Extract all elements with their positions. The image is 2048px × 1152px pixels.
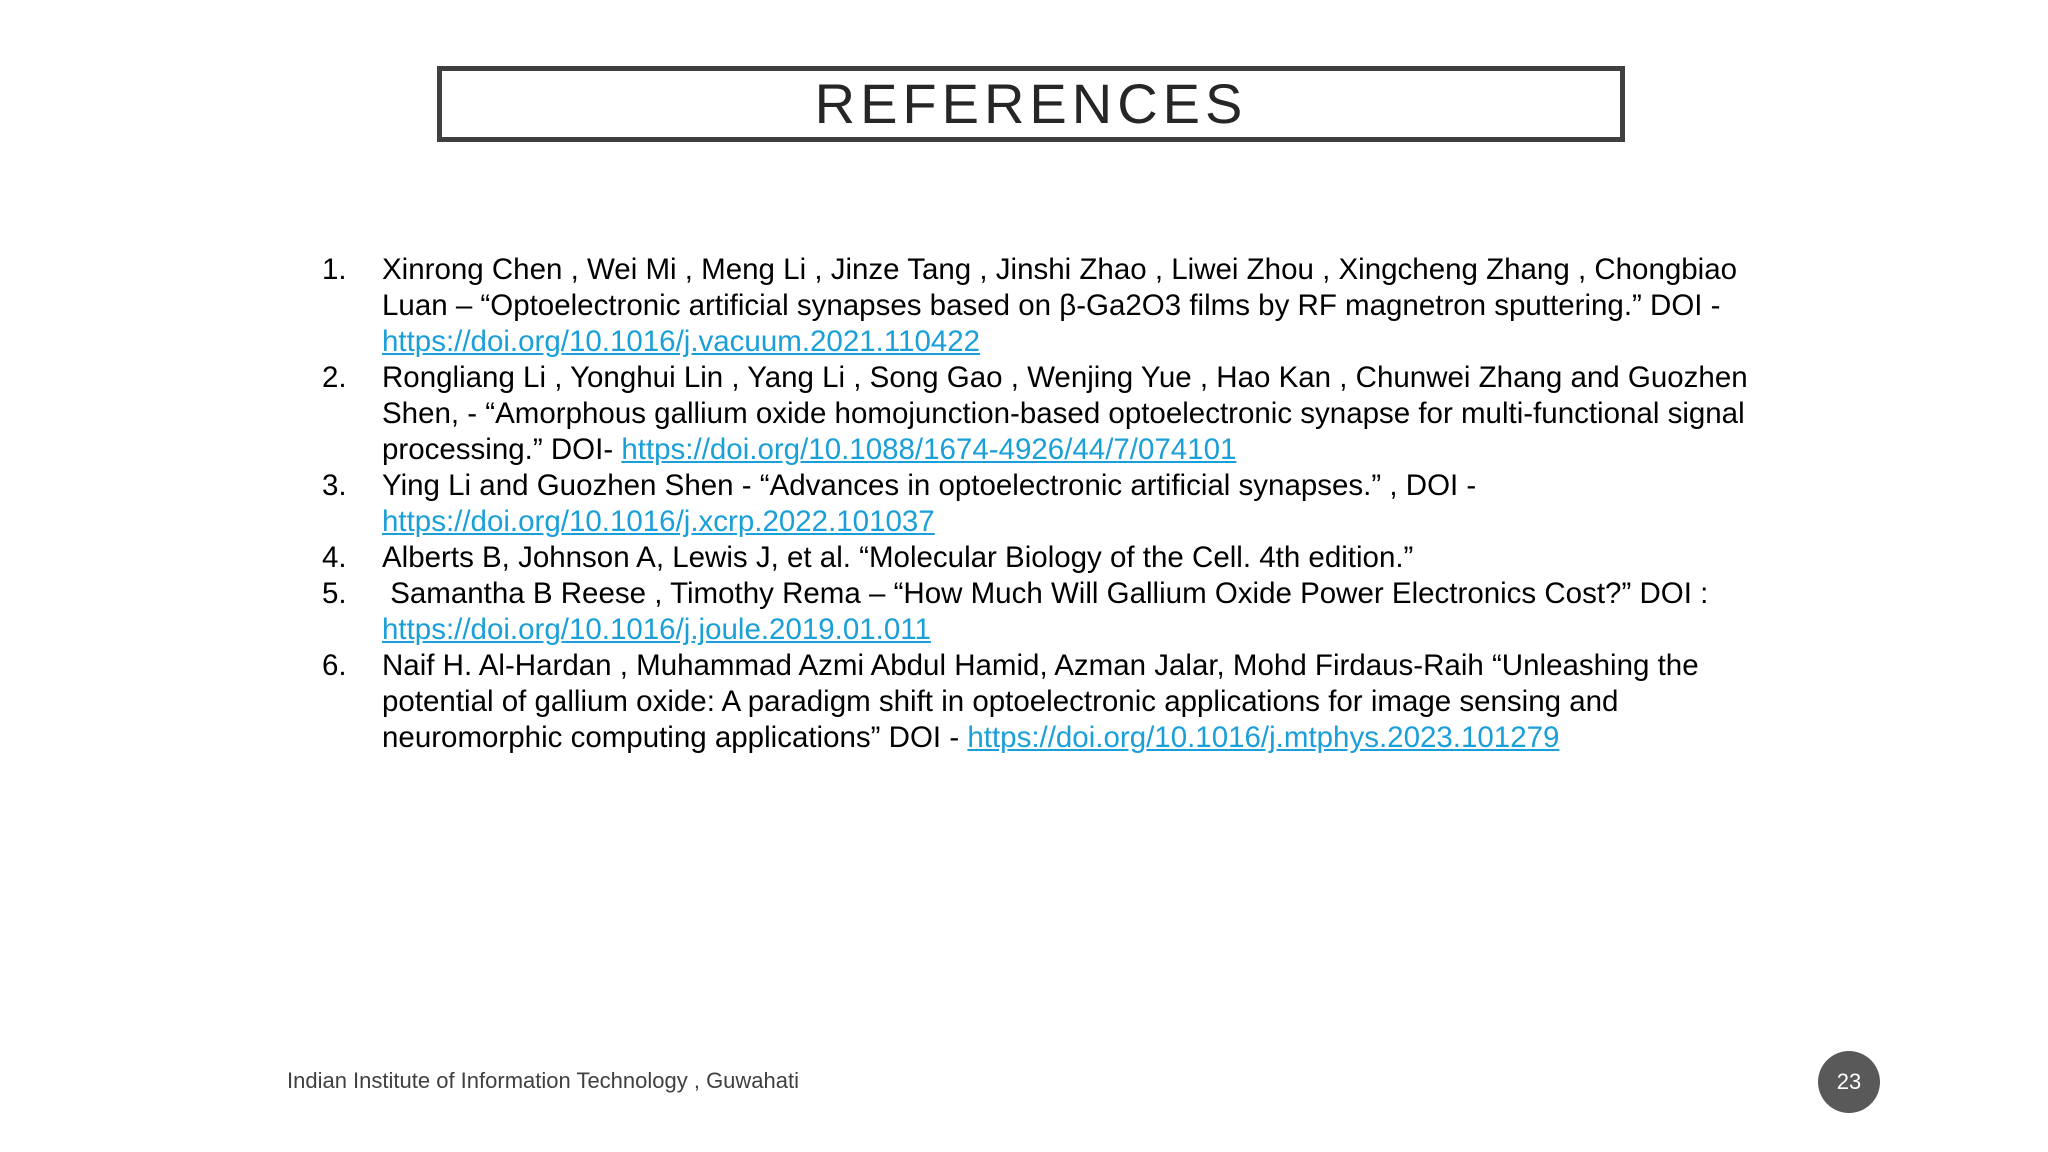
doi-link[interactable]: https://doi.org/10.1016/j.mtphys.2023.101279: [967, 721, 1560, 754]
title-box: [437, 66, 1625, 142]
reference-text: Alberts B, Johnson A, Lewis J, et al. “Molecular Biology of the Cell. 4th edition.”: [382, 541, 1414, 574]
reference-number: 5.: [322, 577, 347, 610]
doi-link[interactable]: https://doi.org/10.1016/j.vacuum.2021.110422: [382, 325, 981, 358]
reference-item: [322, 648, 1762, 756]
footer-institution: Indian Institute of Information Technology , Guwahati: [287, 1068, 800, 1093]
reference-text: Rongliang Li , Yonghui Lin , Yang Li , Song Gao , Wenjing Yue , Hao Kan , Chunwei Zhang and Guozhen Shen, - “Amorphous gallium oxide homojunction-based optoelectronic synapse for multi-functional signal processing.” DOI-: [382, 361, 1748, 466]
page-number-badge: 23: [1818, 1051, 1880, 1113]
doi-link[interactable]: https://doi.org/10.1016/j.joule.2019.01.011: [382, 613, 931, 646]
reference-text: Samantha B Reese , Timothy Rema – “How Much Will Gallium Oxide Power Electronics Cost?” DOI :: [382, 577, 1717, 610]
reference-text: Ying Li and Guozhen Shen - “Advances in optoelectronic artificial synapses.” , DOI -: [382, 469, 1477, 502]
doi-link[interactable]: https://doi.org/10.1088/1674-4926/44/7/074101: [621, 433, 1237, 466]
reference-number: 4.: [322, 541, 347, 574]
reference-item: [322, 468, 1762, 540]
reference-number: 3.: [322, 469, 347, 502]
doi-link[interactable]: https://doi.org/10.1016/j.xcrp.2022.101037: [382, 505, 935, 538]
reference-item: [322, 540, 1762, 576]
reference-number: 2.: [322, 361, 347, 394]
reference-number: 1.: [322, 253, 347, 286]
slide-title: REFERENCES: [814, 72, 1248, 135]
reference-number: 6.: [322, 649, 347, 682]
reference-text: Naif H. Al-Hardan , Muhammad Azmi Abdul Hamid, Azman Jalar, Mohd Firdaus-Raih “Unleashing the potential of gallium oxide: A paradigm shift in optoelectronic applications for image sensing and neuromorphic computing applications” DOI -: [382, 649, 1699, 754]
reference-list: [322, 252, 1762, 756]
reference-text: Xinrong Chen , Wei Mi , Meng Li , Jinze Tang , Jinshi Zhao , Liwei Zhou , Xingcheng Zhang , Chongbiao Luan – “Optoelectronic artificial synapses based on β-Ga2O3 films by RF magnetron sputtering.” DOI -: [382, 253, 1738, 322]
reference-item: [322, 252, 1762, 360]
reference-item: [322, 576, 1762, 648]
reference-item: [322, 360, 1762, 468]
